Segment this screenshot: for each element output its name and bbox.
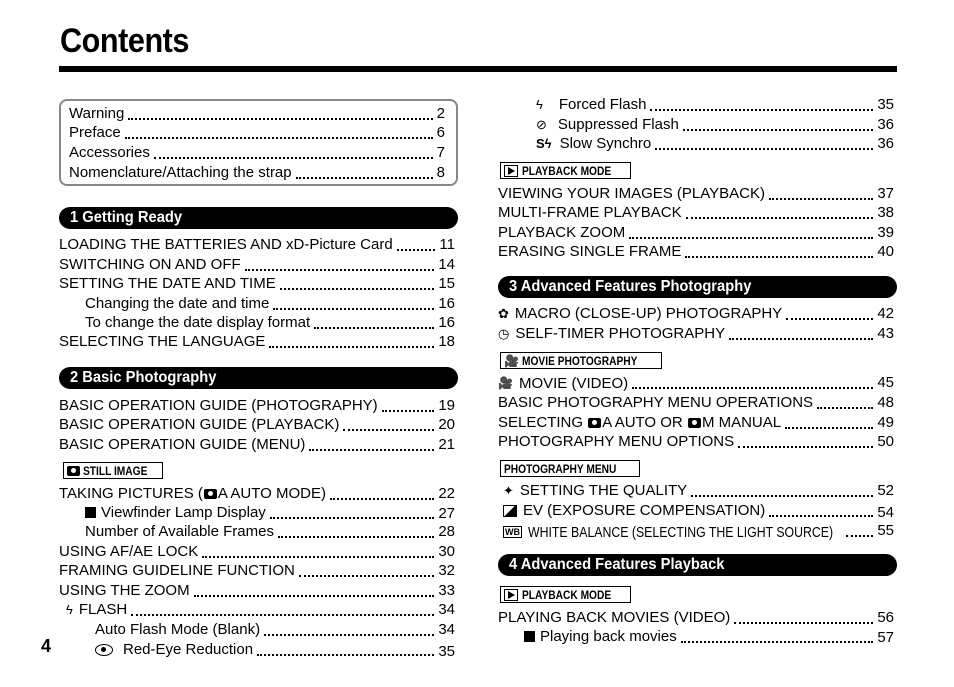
toc-label: Changing the date and time (85, 295, 270, 312)
toc-page: 14 (438, 256, 455, 273)
leader-dots (131, 604, 434, 619)
toc-page: 34 (438, 621, 455, 638)
leader-dots (330, 488, 434, 503)
toc-item[interactable] (498, 203, 894, 222)
toc-label: MULTI-FRAME PLAYBACK (498, 204, 682, 221)
toc-page: 15 (438, 275, 455, 292)
section-heading-getting-ready[interactable] (59, 207, 458, 229)
leader-dots (691, 485, 873, 500)
toc-label: BASIC OPERATION GUIDE (MENU) (59, 436, 306, 453)
toc-page: 35 (877, 96, 894, 113)
toc-page: 48 (877, 394, 894, 411)
label-part: EV (EXPOSURE COMPENSATION) (523, 502, 766, 519)
slow-synchro-icon: Sϟ (536, 136, 552, 151)
leader-dots (769, 188, 873, 203)
movie-photography-tag (500, 352, 662, 369)
toc-label: Preface (69, 124, 121, 141)
leader-dots (382, 400, 435, 415)
toc-item[interactable] (498, 373, 894, 392)
label-part: Forced Flash (558, 96, 647, 113)
flash-icon: ϟ (536, 97, 543, 112)
page-title: Contents (60, 22, 189, 60)
leader-dots (314, 317, 434, 332)
toc-page: 6 (436, 124, 445, 141)
section-title: 4 Advanced Features Playback (509, 556, 725, 573)
label-part: MACRO (CLOSE-UP) PHOTOGRAPHY (514, 305, 783, 322)
toc-item[interactable] (59, 235, 455, 254)
movie-icon: 🎥 (498, 376, 513, 390)
toc-label (498, 413, 781, 432)
toc-label: Accessories (69, 144, 150, 161)
toc-label (498, 304, 782, 323)
toc-item[interactable] (69, 143, 445, 162)
label-part: TAKING PICTURES ( (59, 485, 203, 502)
label-part: Playing back movies (540, 628, 677, 645)
toc-page: 43 (877, 325, 894, 342)
section-heading-advanced-playback[interactable] (498, 554, 897, 576)
camera-icon (688, 418, 701, 428)
toc-item[interactable] (59, 581, 455, 600)
toc-item[interactable] (498, 184, 894, 203)
toc-page: 45 (877, 374, 894, 391)
leader-dots (769, 505, 873, 520)
toc-label: USING AF/AE LOCK (59, 543, 199, 560)
toc-item[interactable] (503, 501, 894, 520)
toc-item[interactable] (59, 396, 455, 415)
toc-page: 30 (438, 543, 455, 560)
leader-dots (683, 119, 874, 134)
label-part: SELECTING (498, 414, 588, 431)
toc-page: 36 (877, 116, 894, 133)
leader-dots (738, 436, 873, 451)
playback-icon (504, 589, 518, 601)
label-part: A AUTO MODE) (217, 485, 326, 502)
toc-label: VIEWING YOUR IMAGES (PLAYBACK) (498, 185, 765, 202)
leader-dots (632, 377, 873, 392)
toc-page: 8 (436, 164, 445, 181)
toc-page: 57 (877, 629, 894, 646)
toc-label: Number of Available Frames (85, 523, 274, 540)
camera-icon (204, 489, 217, 499)
toc-item[interactable] (498, 242, 894, 261)
leader-dots (280, 278, 435, 293)
toc-label: BASIC PHOTOGRAPHY MENU OPERATIONS (498, 394, 814, 411)
page-number: 4 (41, 636, 52, 656)
title-rule (59, 66, 897, 72)
leader-dots (817, 397, 873, 412)
ev-icon (503, 505, 517, 517)
toc-item[interactable] (69, 104, 445, 123)
toc-item[interactable] (498, 223, 894, 242)
toc-item[interactable] (59, 484, 455, 503)
toc-label (524, 627, 677, 646)
section-heading-basic-photography[interactable] (59, 367, 458, 389)
leader-dots (264, 624, 434, 639)
toc-page: 35 (438, 642, 455, 660)
self-timer-icon: ◷ (498, 326, 510, 341)
toc-label (498, 324, 725, 343)
toc-item[interactable] (59, 255, 455, 274)
toc-item[interactable] (59, 542, 455, 561)
section-title: 3 Advanced Features Photography (509, 278, 752, 295)
label-part: A AUTO OR (602, 414, 687, 431)
toc-item[interactable] (85, 313, 455, 332)
toc-page: 22 (438, 485, 455, 502)
toc-page: 18 (438, 333, 455, 350)
toc-page: 36 (877, 135, 894, 152)
section-title: 1 Getting Ready (70, 209, 183, 226)
toc-item[interactable] (503, 481, 894, 500)
leader-dots (785, 417, 873, 432)
toc-label (503, 481, 687, 500)
toc-page: 21 (438, 436, 455, 453)
leader-dots (681, 631, 874, 646)
toc-label (503, 501, 765, 520)
toc-page: 54 (877, 503, 894, 521)
playback-mode-tag (500, 162, 631, 179)
toc-label: PLAYBACK ZOOM (498, 224, 626, 241)
toc-page: 52 (877, 482, 894, 499)
toc-item[interactable] (536, 95, 894, 114)
toc-page: 37 (877, 185, 894, 202)
toc-item[interactable] (503, 521, 894, 540)
label-part: SETTING THE QUALITY (519, 482, 688, 499)
toc-label: PLAYING BACK MOVIES (VIDEO) (498, 609, 731, 626)
leader-dots (296, 167, 433, 182)
toc-label: To change the date display format (85, 314, 311, 331)
toc-item[interactable] (524, 627, 894, 646)
leader-dots (343, 419, 434, 434)
toc-label: BASIC OPERATION GUIDE (PLAYBACK) (59, 416, 340, 433)
leader-dots (269, 336, 434, 351)
label-part: FLASH (78, 601, 128, 618)
toc-item[interactable] (66, 600, 455, 619)
toc-page: 11 (439, 236, 455, 253)
label-part: Suppressed Flash (557, 116, 679, 133)
toc-label: BASIC OPERATION GUIDE (PHOTOGRAPHY) (59, 397, 378, 414)
toc-page: 7 (436, 144, 445, 161)
bullet-square-icon (85, 507, 96, 518)
leader-dots (846, 525, 873, 540)
toc-page: 39 (877, 224, 894, 241)
tag-label: PLAYBACK MODE (522, 163, 612, 178)
toc-label (536, 95, 646, 114)
movie-icon: 🎥 (504, 353, 519, 368)
toc-label (536, 134, 651, 153)
toc-item[interactable] (536, 134, 894, 153)
playback-icon (504, 165, 518, 177)
toc-page: 56 (877, 609, 894, 626)
toc-page: 27 (438, 505, 455, 522)
wb-icon: WB (505, 527, 520, 537)
playback-mode-tag-2 (500, 586, 631, 603)
toc-page: 19 (438, 397, 455, 414)
toc-item[interactable] (69, 163, 445, 182)
toc-item[interactable] (498, 608, 894, 627)
toc-label: SELECTING THE LANGUAGE (59, 333, 266, 350)
toc-item[interactable] (69, 123, 445, 142)
toc-item[interactable] (498, 304, 894, 323)
toc-item[interactable] (536, 115, 894, 134)
leader-dots (309, 439, 434, 454)
leader-dots (650, 99, 873, 114)
toc-item[interactable] (85, 503, 455, 522)
camera-icon (67, 466, 80, 476)
leader-dots (128, 108, 432, 123)
toc-page: 28 (438, 523, 455, 540)
toc-page: 38 (877, 204, 894, 221)
toc-label: Warning (69, 105, 125, 122)
toc-page: 16 (438, 295, 455, 312)
toc-page: 32 (438, 562, 455, 579)
leader-dots (299, 565, 434, 580)
tag-label: PLAYBACK MODE (522, 587, 612, 602)
flash-icon: ϟ (66, 602, 73, 617)
leader-dots (273, 298, 434, 313)
label-part: M MANUAL (701, 414, 782, 431)
section-heading-advanced-photography[interactable] (498, 276, 897, 298)
quality-icon: ✦ (503, 483, 514, 498)
toc-item[interactable] (59, 561, 455, 580)
tag-label: MOVIE PHOTOGRAPHY (521, 353, 638, 368)
toc-page: 42 (877, 305, 894, 322)
toc-label: Nomenclature/Attaching the strap (69, 164, 292, 181)
toc-item[interactable] (498, 324, 894, 343)
section-title: 2 Basic Photography (70, 369, 217, 386)
toc-page: 33 (438, 582, 455, 599)
toc-label: Auto Flash Mode (Blank) (95, 621, 261, 638)
toc-page: 55 (877, 522, 894, 539)
toc-item[interactable] (498, 432, 894, 451)
macro-icon: ✿ (498, 306, 509, 321)
toc-label: ERASING SINGLE FRAME (498, 243, 682, 260)
toc-label (66, 600, 127, 619)
leader-dots (655, 138, 873, 153)
leader-dots (270, 507, 435, 522)
toc-label: LOADING THE BATTERIES AND xD-Picture Card (59, 236, 393, 253)
leader-dots (685, 246, 873, 261)
label-part: MOVIE (VIDEO) (518, 374, 629, 392)
toc-item[interactable] (95, 640, 455, 659)
leader-dots (729, 328, 873, 343)
toc-page: 50 (877, 433, 894, 450)
toc-item[interactable] (95, 620, 455, 639)
toc-label (498, 374, 628, 393)
label-part: SELF-TIMER PHOTOGRAPHY (515, 325, 726, 342)
label-part: Viewfinder Lamp Display (101, 504, 266, 521)
leader-dots (202, 546, 434, 561)
leader-dots (629, 227, 873, 242)
leader-dots (257, 644, 434, 659)
toc-label: USING THE ZOOM (59, 582, 190, 599)
toc-page: 20 (438, 416, 455, 433)
toc-page: 16 (438, 314, 455, 331)
leader-dots (734, 612, 873, 627)
toc-page: 2 (436, 105, 445, 122)
toc-page: 40 (877, 243, 894, 260)
toc-item[interactable] (59, 332, 455, 351)
toc-label (503, 523, 842, 542)
still-image-tag (63, 462, 163, 479)
toc-label (59, 484, 326, 503)
tag-label: STILL IMAGE (83, 463, 148, 478)
toc-item[interactable] (59, 435, 455, 454)
toc-item[interactable] (59, 415, 455, 434)
camera-icon (588, 418, 601, 428)
toc-label: SWITCHING ON AND OFF (59, 256, 241, 273)
tag-label: PHOTOGRAPHY MENU (504, 461, 617, 476)
toc-page: 34 (438, 601, 455, 618)
leader-dots (397, 239, 436, 254)
label-part: Slow Synchro (559, 135, 652, 152)
toc-item[interactable] (498, 413, 894, 432)
toc-label (85, 503, 266, 522)
label-part: Red-Eye Reduction (123, 641, 254, 658)
leader-dots (125, 127, 433, 142)
bullet-square-icon (524, 631, 535, 642)
toc-item[interactable] (59, 274, 455, 293)
toc-page: 49 (877, 414, 894, 431)
leader-dots (194, 585, 435, 600)
toc-label: PHOTOGRAPHY MENU OPTIONS (498, 433, 735, 450)
label-part: WHITE BALANCE (SELECTING THE LIGHT SOURCE) (528, 523, 834, 541)
toc-label (95, 640, 253, 659)
photography-menu-tag (500, 460, 640, 477)
toc-item[interactable] (85, 522, 455, 541)
leader-dots (278, 526, 434, 541)
toc-item[interactable] (85, 294, 455, 313)
toc-item[interactable] (498, 393, 894, 412)
toc-label: FRAMING GUIDELINE FUNCTION (59, 562, 295, 579)
toc-label: SETTING THE DATE AND TIME (59, 275, 276, 292)
leader-dots (245, 259, 435, 274)
toc-label (536, 115, 679, 134)
leader-dots (154, 147, 433, 162)
leader-dots (686, 207, 874, 222)
leader-dots (786, 308, 873, 323)
red-eye-icon (95, 644, 113, 656)
suppressed-flash-icon: ⊘ (536, 117, 547, 132)
